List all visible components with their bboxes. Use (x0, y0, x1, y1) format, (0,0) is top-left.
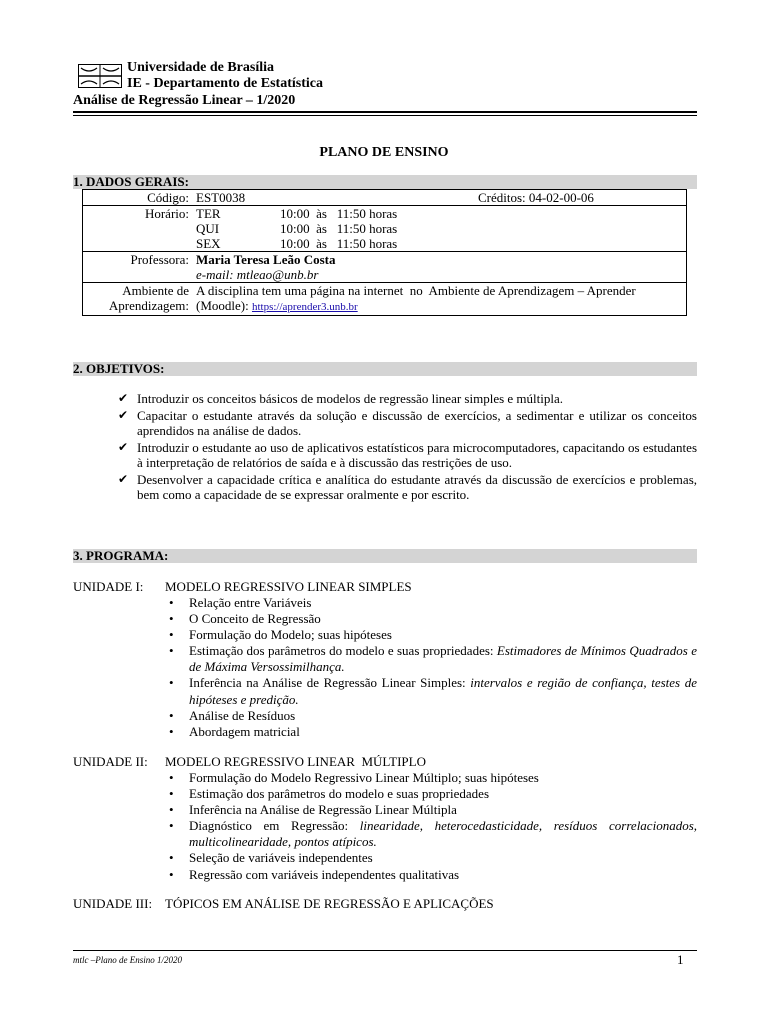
bullet-icon: • (169, 675, 174, 691)
bullet-icon: • (169, 850, 174, 866)
ambiente-text: A disciplina tem uma página na internet no Ambiente de Aprendizagem – Aprender (196, 283, 636, 298)
footer-text: mtlc –Plano de Ensino 1/2020 (73, 955, 182, 965)
objetivo-text: Introduzir o estudante ao uso de aplicativos estatísticos para microcomputadores, capacitando os estudantes à interpretação de relatórios de saída e à discussão das restrições de uso. (137, 439, 697, 470)
horario-label: Horário: (83, 206, 193, 252)
ambiente-text-2: (Moodle): (196, 298, 252, 313)
checkmark-icon: ✔ (118, 407, 129, 422)
unidade-title: MODELO REGRESSIVO LINEAR MÚLTIPLO (165, 754, 426, 769)
unidade-2-topics (165, 770, 697, 883)
list-item: • Relação entre Variáveis (169, 595, 312, 610)
list-item: • Abordagem matricial (169, 723, 300, 739)
horario-time: 10:00 às 11:50 horas (280, 206, 398, 221)
objetivo-text: Capacitar o estudante através da solução e discussão de exercícios, a sedimentar e utilizar os conceitos aprendidos na análise de dados. (137, 407, 697, 438)
dados-gerais-table (82, 189, 687, 316)
list-item (118, 391, 697, 407)
unidade-label: UNIDADE II: (73, 754, 148, 769)
creditos-value: Créditos: 04-02-00-06 (478, 190, 594, 205)
horario-day: SEX (196, 236, 221, 251)
checkmark-icon: ✔ (118, 471, 129, 486)
page-number: 1 (677, 952, 684, 967)
list-item (118, 440, 697, 471)
course-name: Análise de Regressão Linear – 1/2020 (73, 93, 296, 108)
unidade-2-heading (73, 754, 426, 770)
footer-rule (73, 950, 697, 951)
professora-email: e-mail: mtleao@unb.br (196, 267, 319, 282)
ambiente-label: Ambiente de (122, 283, 189, 298)
bullet-icon: • (169, 595, 174, 610)
objetivo-text: Introduzir os conceitos básicos de modelos de regressão linear simples e múltipla. (137, 391, 563, 406)
bullet-icon: • (169, 643, 174, 659)
list-item: • Inferência na Análise de Regressão Linear Simples: intervalos e região de confiança, testes de hipóteses e predição. (169, 675, 697, 707)
codigo-value: EST0038 (196, 190, 246, 205)
university-name: Universidade de Brasília (127, 60, 275, 75)
unidade-title: MODELO REGRESSIVO LINEAR SIMPLES (165, 579, 412, 594)
section-heading-dados-gerais: 1. DADOS GERAIS: (73, 175, 697, 189)
unidade-3-heading (73, 896, 494, 912)
objetivos-list (118, 391, 697, 504)
header-rule (73, 111, 697, 113)
unb-logo (78, 64, 122, 88)
unidade-1-topics (165, 595, 697, 740)
list-item: • Estimação dos parâmetros do modelo e suas propriedades: Estimadores de Mínimos Quadrados e de Máxima Versossimilhança. (169, 643, 697, 675)
bullet-icon: • (169, 723, 174, 739)
codigo-label: Código: (83, 190, 193, 206)
checkmark-icon: ✔ (118, 391, 129, 405)
page-title: PLANO DE ENSINO (319, 145, 449, 160)
bullet-icon: • (169, 866, 174, 882)
section-heading-objetivos: 2. OBJETIVOS: (73, 362, 697, 376)
list-item (118, 408, 697, 439)
bullet-icon: • (169, 611, 174, 627)
bullet-icon: • (169, 786, 174, 802)
list-item: • Diagnóstico em Regressão: linearidade, heterocedasticidade, resíduos correlacionados, multicolinearidade, pontos atípicos. (169, 818, 697, 850)
professora-name: Maria Teresa Leão Costa (196, 252, 336, 267)
list-item: • Formulação do Modelo; suas hipóteses (169, 627, 392, 643)
bullet-icon: • (169, 802, 174, 818)
list-item: • Inferência na Análise de Regressão Linear Múltipla (169, 802, 457, 818)
horario-day: QUI (196, 221, 220, 236)
table-row-horario (83, 206, 687, 252)
table-row-professora (83, 252, 687, 283)
section-heading-programa: 3. PROGRAMA: (73, 549, 697, 563)
table-row-ambiente (83, 283, 687, 316)
header-rule-thin (73, 115, 697, 116)
list-item: • Regressão com variáveis independentes qualitativas (169, 866, 460, 882)
list-item: • O Conceito de Regressão (169, 611, 321, 627)
unidade-1-heading (73, 579, 412, 595)
unidade-title: TÓPICOS EM ANÁLISE DE REGRESSÃO E APLICAÇÕES (165, 896, 494, 911)
unidade-label: UNIDADE III: (73, 896, 153, 911)
horario-time: 10:00 às 11:50 horas (280, 236, 398, 251)
checkmark-icon: ✔ (118, 439, 129, 454)
aprender-link[interactable]: https://aprender3.unb.br (251, 301, 358, 313)
horario-day: TER (196, 206, 221, 221)
table-row-codigo (83, 190, 687, 206)
department-name: IE - Departamento de Estatística (127, 76, 323, 91)
list-item: • Análise de Resíduos (169, 707, 296, 723)
bullet-icon: • (169, 627, 174, 643)
list-item: • Formulação do Modelo Regressivo Linear Múltiplo; suas hipóteses (169, 770, 539, 785)
professora-label: Professora: (83, 252, 193, 283)
objetivo-text: Desenvolver a capacidade crítica e analítica do estudante através da discussão de exercícios e problemas, bem como a capacidade de se expressar oralmente e por escrito. (137, 471, 697, 502)
unidade-label: UNIDADE I: (73, 579, 144, 594)
bullet-icon: • (169, 818, 174, 834)
list-item (118, 472, 697, 503)
ambiente-label-2: Aprendizagem: (108, 298, 189, 313)
list-item: • Seleção de variáveis independentes (169, 850, 373, 866)
horario-time: 10:00 às 11:50 horas (280, 221, 398, 236)
bullet-icon: • (169, 770, 174, 785)
list-item: • Estimação dos parâmetros do modelo e suas propriedades (169, 786, 489, 802)
bullet-icon: • (169, 707, 174, 723)
